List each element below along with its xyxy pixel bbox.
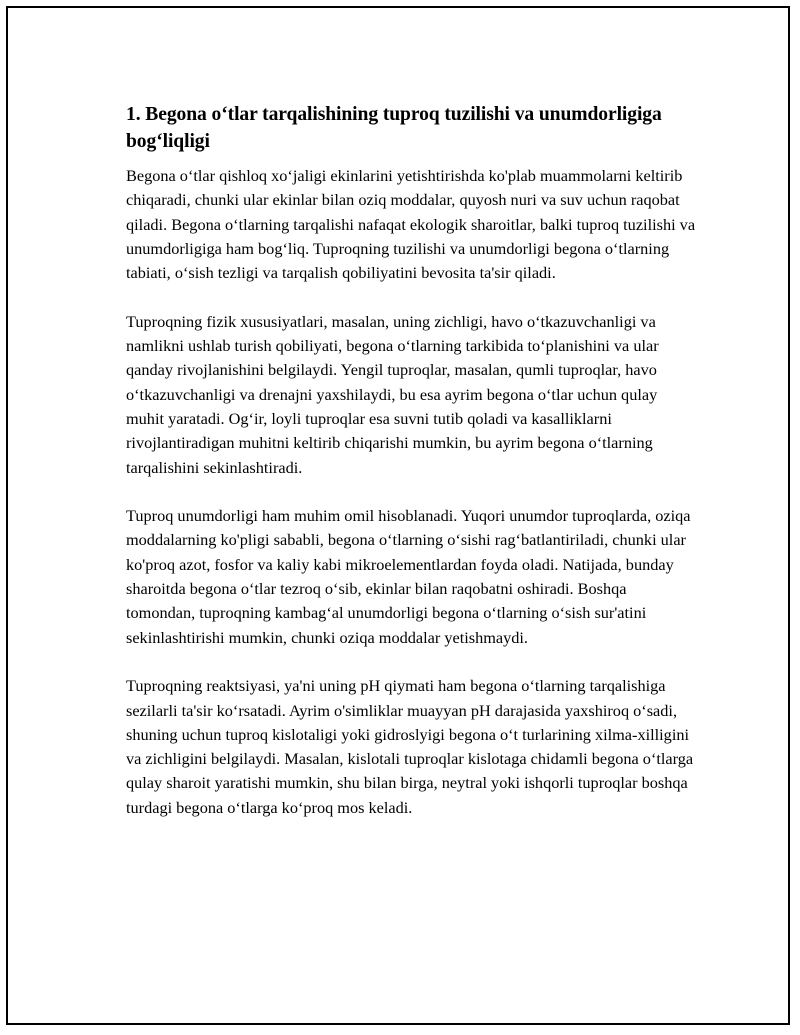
paragraph: Tuproqning reaktsiyasi, ya'ni uning pH qiymati ham begona o‘tlarning tarqalishiga sezilarli ta'sir ko‘rsatadi. Ayrim o'simliklar muayyan pH darajasida yaxshiroq o‘sadi, shuning uchun tuproq kislotaligi yoki gidroslyigi begona o‘t turlarining xilma-xilligini va zichligini belgilaydi. Masalan, kislotali tuproqlar kislotaga chidamli begona o‘tlarga qulay sharoit yaratishi mumkin, shu bilan birga, neytral yoki ishqorli tuproqlar boshqa turdagi begona o‘tlarga ko‘proq mos keladi. [126, 676, 694, 817]
paragraph: Begona o‘tlar qishloq xo‘jaligi ekinlarini yetishtirishda ko'plab muammolarni keltirib chiqaradi, chunki ular ekinlar bilan oziq moddalar, quyosh nuri va suv uchun raqobat qiladi. Begona o‘tlarning tarqalishi nafaqat ekologik sharoitlar, balki tuproq tuzilishi va unumdorligiga ham bog‘liq. Tuproqning tuzilishi va unumdorligi begona o‘tlarning tabiati, o‘sish tezligi va tarqalish qobiliyatini bevosita ta'sir qiladi. [126, 166, 696, 283]
paragraph: Tuproqning fizik xususiyatlari, masalan, uning zichligi, havo o‘tkazuvchanligi va namlikni ushlab turish qobiliyati, begona o‘tlarning tarkibida to‘planishini va ular qanday rivojlanishini belgilaydi. Yengil tuproqlar, masalan, qumli tuproqlar, havo o‘tkazuvchanligi va drenajni yaxshilaydi, bu esa ayrim begona o‘tlar uchun qulay muhit yaratadi. Og‘ir, loyli tuproqlar esa suvni tutib qoladi va kasalliklarni rivojlantiradigan muhitni keltirib chiqarishi mumkin, bu ayrim begona o‘tlarning tarqalishini sekinlashtiradi. [126, 311, 659, 477]
paragraph: Tuproq unumdorligi ham muhim omil hisoblanadi. Yuqori unumdor tuproqlarda, oziqa moddalarning ko'pligi sababli, begona o‘tlarning o‘sishi rag‘batlantiriladi, chunki ular ko'proq azot, fosfor va kaliy kabi mikroelementlardan foyda oladi. Natijada, bunday sharoitda begona o‘tlar tezroq o‘sib, ekinlar bilan raqobatni oshiradi. Boshqa tomondan, tuproqning kambag‘al unumdorligi begona o‘tlarning o‘sish sur'atini sekinlashtirishi mumkin, chunki oziqa moddalar yetishmaydi. [126, 506, 691, 647]
document-content [126, 101, 696, 820]
page-frame [6, 6, 790, 1025]
section-heading: 1. Begona o‘tlar tarqalishining tuproq tuzilishi va unumdorligiga bog‘liqligi [126, 104, 662, 152]
